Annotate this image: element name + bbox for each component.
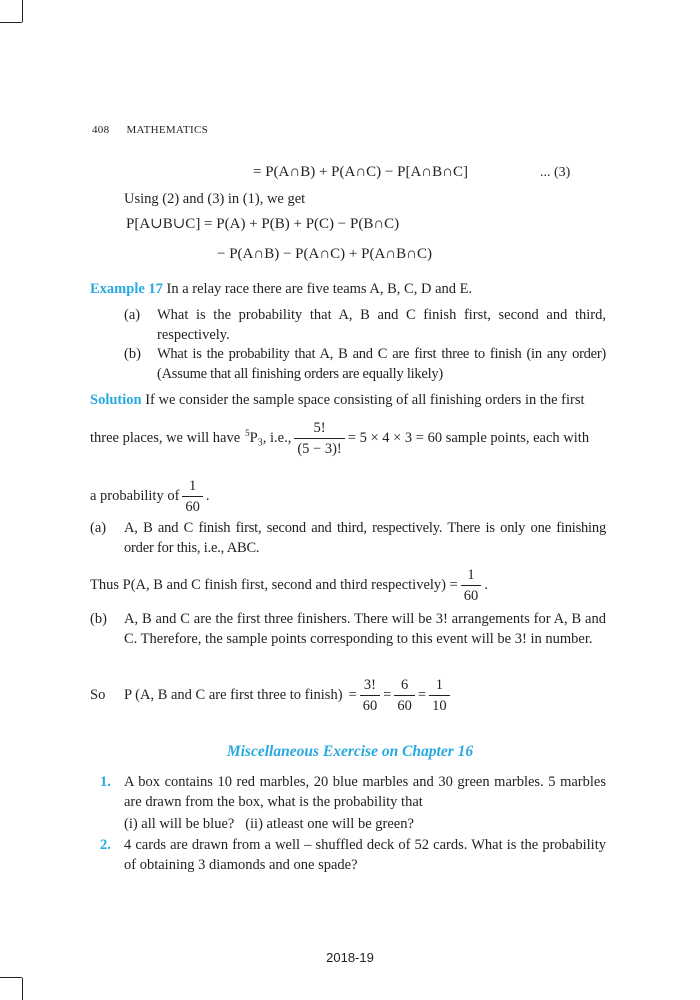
so-fraction-3-denominator: 10 [429,695,450,714]
answer-b-text: A, B and C are the first three finishers. There will be 3! arrangements for A, B and C. Therefore, the sample points corresponding to this event will be 3! in number. [124,611,606,647]
probability-fraction [182,478,203,515]
page-number: 408 [92,124,110,136]
crop-mark-top-vertical [22,0,23,22]
solution-line-3 [90,474,210,518]
answer-a-thus [90,562,488,608]
example-part-b-label: (b) [124,346,141,362]
exercise-2-number: 2. [100,837,111,853]
misc-exercise-title: Miscellaneous Exercise on Chapter 16 [226,743,474,760]
thus-period: . [484,576,488,593]
equation-3-expression: = P(A∩B) + P(A∩C) − P[A∩B∩C] [253,164,468,180]
example-part-a-text: What is the probability that A, B and C finish first, second and third, respectively. [157,307,606,343]
crop-mark-bottom-horizontal [0,977,22,978]
answer-b-label: (b) [90,611,107,627]
probability-denominator: 60 [182,496,203,515]
answer-a-text: A, B and C finish first, second and third, respectively. There is only one finishing order for this, i.e., ABC. [124,520,606,556]
using-text: Using (2) and (3) in (1), we get [124,191,306,207]
crop-mark-bottom-vertical [22,978,23,1000]
solution-line-2 [90,413,610,463]
thus-denominator: 60 [461,585,482,604]
so-eq-2: = [383,686,392,703]
union-formula-continued: − P(A∩B) − P(A∩C) + P(A∩B∩C) [217,246,432,262]
so-eq-1: = [348,686,357,703]
example-intro: In a relay race there are five teams A, B, C, D and E. [166,281,473,297]
thus-numerator: 1 [467,566,475,583]
thus-fraction [461,567,482,604]
example-label: Example 17 [90,281,163,297]
permutation-symbol [245,428,263,449]
probability-numerator: 1 [189,477,197,494]
solution-text-3: a probability of [90,487,180,504]
factorial-fraction-denominator: (5 − 3)! [294,438,344,457]
permutation-p: P [249,429,258,446]
so-fraction-3-numerator: 1 [435,676,443,693]
running-title: MATHEMATICS [126,124,208,136]
solution-text-2-post: = 5 × 4 × 3 = 60 sample points, each with [347,429,590,446]
solution-text-2: three places, we will have [90,429,241,446]
so-eq-3: = [417,686,427,703]
so-fraction-2-denominator: 60 [394,695,415,714]
solution-text-1: If we consider the sample space consisting of all finishing orders in the first [145,392,585,408]
factorial-fraction [294,420,344,457]
page-header [92,124,208,136]
solution-line-1 [90,390,610,410]
ie-text: , i.e., [262,429,292,446]
example-part-a-label: (a) [124,307,141,323]
so-text: So [90,686,106,703]
example-part-b-text: What is the probability that A, B and C are first three to finish (in any order) (Assume that all finishing orders are equally likely) [157,346,606,382]
equation-3-tag: ... (3) [540,165,571,180]
so-expression: P (A, B and C are first three to finish) [124,686,343,703]
so-fraction-2 [394,677,415,714]
exercise-1-number: 1. [100,774,111,790]
exercise-1-text: A box contains 10 red marbles, 20 blue marbles and 30 green marbles. 5 marbles are drawn from the box, what is the probability that [124,774,606,810]
solution-label: Solution [90,392,142,408]
so-fraction-3 [429,677,450,714]
answer-a-label: (a) [90,520,107,536]
union-formula: P[A∪B∪C] = P(A) + P(B) + P(C) − P(B∩C) [126,216,400,232]
permutation-n: 5 [245,427,250,438]
factorial-fraction-numerator: 5! [313,419,326,436]
so-fraction-2-numerator: 6 [401,676,409,693]
so-fraction-1-numerator: 3! [363,676,377,693]
example-17 [90,279,606,299]
page-footer-year: 2018-19 [326,950,374,965]
thus-text: Thus P(A, B and C finish first, second and third respectively) = [90,576,458,593]
equation-3 [253,164,468,181]
exercise-2-text: 4 cards are drawn from a well – shuffled deck of 52 cards. What is the probability of obtaining 3 diamonds and one spade? [124,837,606,873]
so-fraction-1-denominator: 60 [360,695,381,714]
permutation-r: 3 [257,437,263,449]
answer-b-so [90,672,453,718]
exercise-1-subparts: (i) all will be blue? (ii) atleast one will be green? [124,816,414,832]
so-fraction-1 [360,677,381,714]
period: . [205,487,210,504]
crop-mark-top-horizontal [0,22,22,23]
